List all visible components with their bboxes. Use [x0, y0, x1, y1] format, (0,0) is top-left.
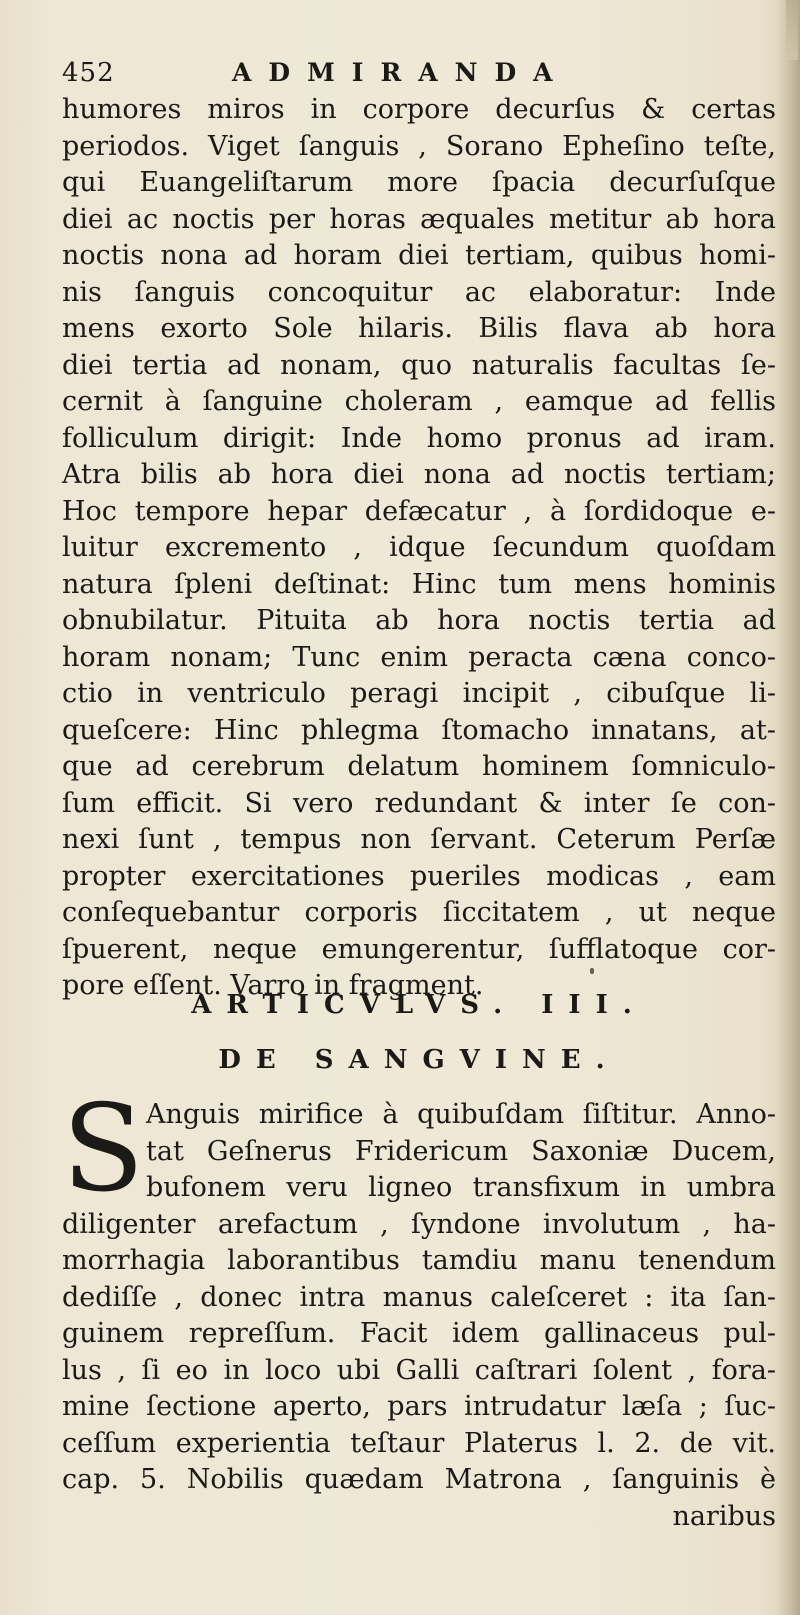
- article-heading: ARTICVLVS. III.: [191, 990, 647, 1020]
- text-line: nis ſanguis concoquitur ac elaboratur: Inde: [62, 276, 776, 308]
- catchword: naribus: [672, 1500, 776, 1532]
- text-line: dediſſe , donec intra manus caleſceret : ita ſan-: [62, 1281, 776, 1313]
- text-line: Atra bilis ab hora diei nona ad noctis tertiam;: [62, 459, 776, 490]
- text-line: diei tertia ad nonam, quo naturalis facultas ſe-: [62, 349, 776, 381]
- page-edge-shadow: [778, 0, 800, 1615]
- text-line: cernit à ſanguine choleram , eamque ad fellis: [62, 386, 776, 417]
- text-line: noctis nona ad horam diei tertiam, quibus homi-: [62, 240, 776, 271]
- text-line: guinem repreſſum. Facit idem gallinaceus pul-: [62, 1318, 776, 1349]
- text-line: pore eſſent. Varro in fragment.: [62, 970, 484, 1001]
- text-line: nexi ſunt , tempus non ſervant. Ceterum Perſæ: [62, 824, 776, 855]
- page-corner-mark: [786, 0, 798, 60]
- section-heading: DE SANGVINE.: [218, 1045, 620, 1075]
- drop-cap: S: [62, 1080, 145, 1219]
- text-line: mine ſectione aperto, pars intrudatur læſa ; ſuc-: [62, 1391, 776, 1422]
- text-line: mens exorto Sole hilaris. Bilis flava ab hora: [62, 313, 776, 344]
- text-line: diei ac noctis per horas æquales metitur ab hora: [62, 203, 776, 235]
- text-line: tat Geſnerus Fridericum Saxoniæ Ducem,: [146, 1135, 776, 1167]
- body-paragraph: [62, 92, 776, 1005]
- text-line: diligenter arefactum , ſyndone involutum , ha-: [62, 1208, 776, 1240]
- text-line: morrhagia laborantibus tamdiu manu tenendum: [62, 1245, 776, 1276]
- text-line: natura ſpleni deſtinat: Hinc tum mens hominis: [62, 568, 776, 600]
- text-line: Hoc tempore hepar defæcatur , à ſordidoque e-: [62, 495, 776, 527]
- text-line: humores miros in corpore decurſus & certas: [62, 94, 776, 125]
- text-line: que ad cerebrum delatum hominem ſomniculo-: [62, 751, 776, 782]
- text-line: qui Euangeliſtarum more ſpacia decurſuſque: [62, 167, 776, 198]
- page-header: [62, 58, 762, 94]
- text-line: conſequebantur corporis ſiccitatem , ut neque: [62, 897, 776, 928]
- text-line: ſpuerent, neque emungerentur, ſufflatoque cor-: [62, 933, 776, 965]
- text-line: bufonem veru ligneo transfixum in umbra: [146, 1172, 776, 1203]
- text-line: ctio in ventriculo peragi incipit , cibuſque li-: [62, 678, 776, 709]
- text-line: obnubilatur. Pituita ab hora noctis tertia ad: [62, 605, 776, 636]
- text-line: folliculum dirigit: Inde homo pronus ad iram.: [62, 422, 776, 454]
- page-number: 452: [62, 58, 115, 88]
- text-line: horam nonam; Tunc enim peracta cæna conco-: [62, 641, 776, 673]
- text-line: ſum efficit. Si vero redundant & inter ſe con-: [62, 787, 776, 819]
- running-head: ADMIRANDA: [232, 58, 570, 87]
- text-line: luitur excremento , idque ſecundum quoſdam: [62, 532, 776, 563]
- ink-speck: [590, 968, 594, 974]
- text-line: Anguis mirifice à quibuſdam ſiſtitur. Anno-: [146, 1099, 776, 1130]
- text-line: lus , ſi eo in loco ubi Galli caſtrari ſolent , fora-: [62, 1354, 776, 1386]
- section-paragraph: [62, 1097, 776, 1535]
- text-line: propter exercitationes pueriles modicas , eam: [62, 860, 776, 892]
- text-line: cap. 5. Nobilis quædam Matrona , ſanguinis è: [62, 1464, 776, 1495]
- text-line: queſcere: Hinc phlegma ſtomacho innatans, at-: [62, 714, 776, 746]
- text-line: periodos. Viget ſanguis , Sorano Epheſino teſte,: [62, 130, 776, 162]
- text-line: ceſſum experientia teſtaur Platerus l. 2. de vit.: [62, 1427, 776, 1459]
